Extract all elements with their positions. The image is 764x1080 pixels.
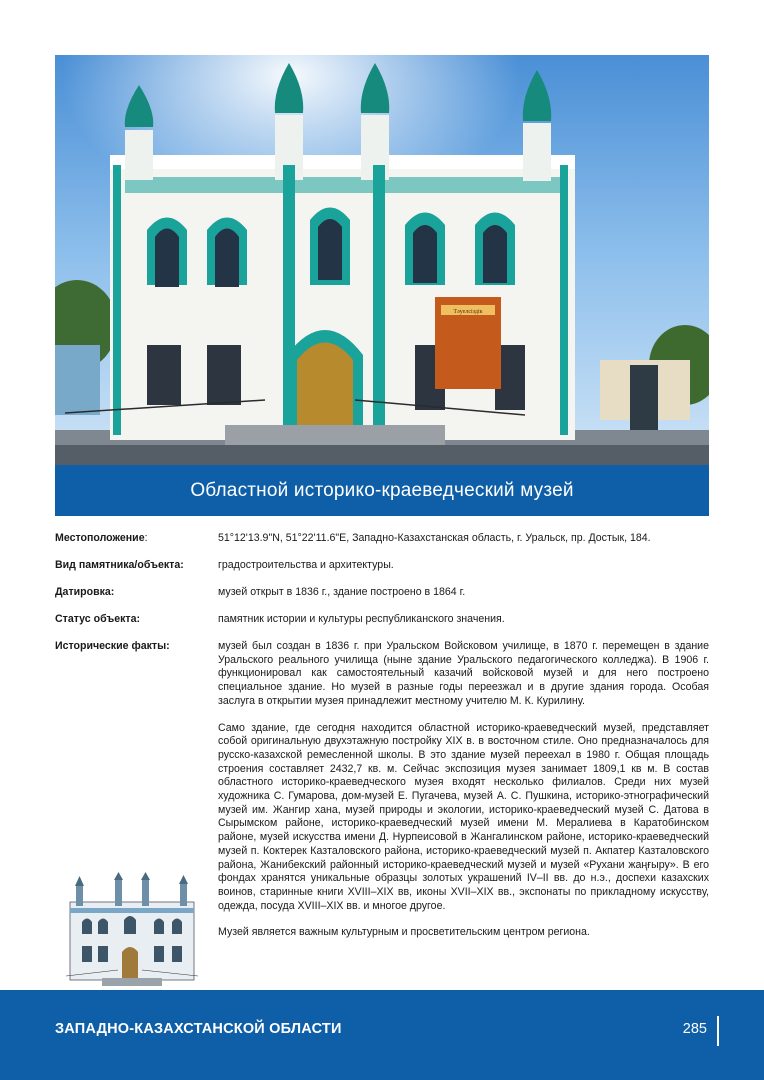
dating-row: [55, 586, 709, 613]
historical-facts-text: [218, 640, 709, 940]
status-label: Статус объекта:: [55, 613, 141, 625]
poster-text: Тәуелсіздік: [453, 309, 483, 315]
location-row: [55, 532, 709, 559]
monument-type-row: [55, 559, 709, 586]
object-title: Областной историко-краеведческий музей: [55, 465, 709, 516]
building-sketch: [62, 872, 202, 990]
monument-type-value: градостроительства и архитектуры.: [218, 559, 394, 571]
monument-type-label: Вид памятника/объекта:: [55, 559, 184, 571]
historical-facts-label: Исторические факты:: [55, 640, 170, 652]
dating-label: Датировка:: [55, 586, 115, 598]
location-value: 51°12'13.9"N, 51°22'11.6"E, Западно-Казахстанская область, г. Уральск, пр. Достык, 184.: [218, 532, 651, 544]
page-number-divider: [717, 1016, 719, 1046]
status-value: памятник истории и культуры республиканского значения.: [218, 613, 505, 625]
footer-region: ЗАПАДНО-КАЗАХСТАНСКОЙ ОБЛАСТИ: [55, 1021, 342, 1037]
page-number: 285: [682, 1021, 707, 1037]
location-label: Местоположение:: [55, 532, 148, 544]
status-row: [55, 613, 709, 640]
page-footer: [0, 990, 764, 1080]
facts-paragraph-3: Музей является важным культурным и просветительским центром региона.: [218, 926, 590, 939]
museum-photo: [55, 55, 709, 465]
facts-paragraph-2: Само здание, где сегодня находится областной историко-краеведческий музей, представляет собой оригинальную двухэтажную постройку XIX в. в восточном стиле. Оно предназначалось для русско-казахской ремесленной школы. В это здание музей переехал в 1980 г. Общая площадь строения составляет 2432,7 кв. м. Сейчас экспозиция музея занимает 1809,1 кв м. В состав областного историко-краеведческого музея входят несколько филиалов. Среди них музей художника С. Гумарова, дом-музей Е. Пугачева, музей А. С. Пушкина, историко-этнографический музей им. Жангир хана, музей природы и экологии, историко-краеведческий музей С. Датова в Сырымском районе, историко-краеведческий музей имени М. Мералиева в Каратобинском районе, музей искусства имени Д. Нурпеисовой в Жангалинском районе, историко-краеведческий музей п. Коктерек Казталовского района, историко-краеведческий музей п. Акпатер Казталовского района, Жанибекский районный историко-краеведческий музей и музей «Рухани жаңғыру». В его фондах хранятся уникальные образцы золотых украшений IV–II вв. до н.э., доспехи казахских воинов, старинные книги XVIII–XIX вв, иконы XVII–XIX вв., экспонаты по прикладному искусству, одежда, посуда XVIII–XIX вв. и многое другое.: [218, 721, 709, 912]
dating-value: музей открыт в 1836 г., здание построено в 1864 г.: [218, 586, 466, 598]
facts-paragraph-1: музей был создан в 1836 г. при Уральском Войсковом училище, в 1870 г. перемещен в здание Уральского реального училища (ныне здание Уральского педагогического колледжа). В 1906 г. функционировал как самостоятельный казачий войсковой музей и для него построено специальное здание. Но музей в разные годы переезжал и в другие здания города. Особая заслуга в открытии музея принадлежит местному учителю М. К. Курилину.: [218, 640, 709, 707]
